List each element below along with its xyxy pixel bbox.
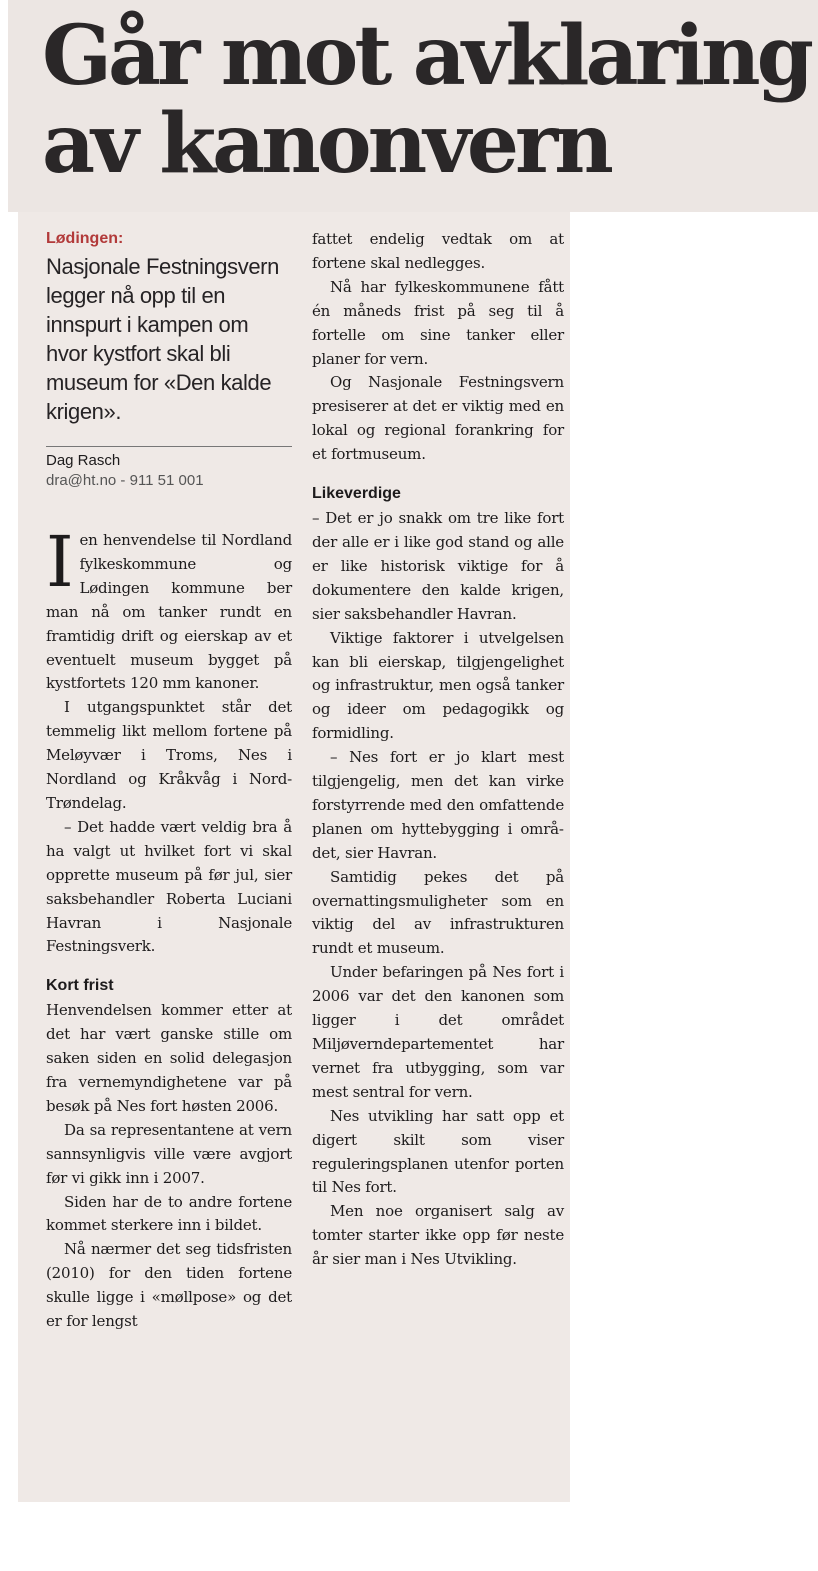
- paragraph: Men noe organisert salg av tomter starter ikke opp før neste år sier man i Nes Utvikling.: [312, 1202, 564, 1269]
- headline-line-1: Går mot avklaring: [42, 8, 810, 104]
- paragraph: I utgangspunktet står det temmelig likt mellom fortene på Meløyvær i Troms, Nes i Nordland og Kråkvåg i Nord- Trøndelag.: [46, 698, 292, 812]
- paragraph: Henvendelsen kommer etter at det har vært ganske stille om saken siden en solid delegasjon fra vernemyndighetene var på besøk på Nes fort høsten 2006.: [46, 1001, 292, 1115]
- paragraph: en henvendelse til Nordland fylkeskommune og Lødingen kommune ber man nå om tanker rundt en framtidig drift og eierskap av et eventuelt museum bygget på kystfortets 120 mm kanoner.: [46, 531, 292, 693]
- subhead-kort-frist: Kort frist: [46, 977, 114, 995]
- paragraph: Nes utvikling har satt opp et digert skilt som viser reguleringsplanen utenfor porten til Nes fort.: [312, 1106, 564, 1197]
- paragraph: – Nes fort er jo klart mest tilgjengelig, men det kan virke forstyrrende med den omfattende planen om hyttebygging i området, sier Havran.: [312, 748, 564, 862]
- subhead-likeverdige: Likeverdige: [312, 485, 401, 503]
- byline-contact: dra@ht.no - 911 51 001: [46, 472, 204, 489]
- dateline-place: Lødingen:: [46, 230, 124, 247]
- headline-line-2: av kanonvern: [42, 96, 610, 192]
- left-column: [46, 228, 292, 1334]
- ingress: Nasjonale Festningsvern legger nå opp til en innspurt i kampen om hvor kystfort skal bli museum for «Den kalde krigen».: [46, 254, 279, 424]
- right-column: [312, 228, 564, 1272]
- paragraph: fattet endelig vedtak om at fortene skal nedlegges.: [312, 230, 564, 272]
- lead-section: [46, 521, 292, 959]
- paragraph: Samtidig pekes det på overnattingsmuligheter som en viktig del av infrastrukturen rundt et museum.: [312, 867, 564, 958]
- paragraph: Siden har de to andre fortene kommet sterkere inn i bildet.: [46, 1192, 292, 1235]
- paragraph: Og Nasjonale Festningsvern presiserer at det er viktig med en lokal og regional forankring for et fortmuseum.: [312, 373, 564, 464]
- paragraph: Da sa representantene at vern sannsynligvis ville være avgjort før vi gikk inn i 2007.: [46, 1120, 292, 1187]
- continuation-section: [312, 228, 564, 467]
- byline-divider: [46, 446, 292, 447]
- byline-name: Dag Rasch: [46, 452, 121, 469]
- paragraph: Under befaringen på Nes fort i 2006 var det den kanonen som ligger i det området Miljøverndepartementet har vernet fra utbygging, som var mest sentral for vern.: [312, 963, 564, 1101]
- paragraph: Nå har fylkeskommunene fått én måneds frist på seg til å fortelle om sine tanker eller planer for vern.: [312, 277, 564, 368]
- kort-frist-section: [46, 999, 292, 1334]
- paragraph: Nå nærmer det seg tidsfristen (2010) for den tiden fortene skulle ligge i «møllpose» og det er for lengst: [46, 1240, 292, 1331]
- headline: [42, 8, 818, 192]
- drop-cap: I: [46, 521, 74, 603]
- paragraph: Viktige faktorer i utvelgelsen kan bli eierskap, tilgjengelighet og infrastruktur, men også tanker og ideer om pedagogikk og formidling.: [312, 628, 564, 743]
- likeverdige-section: [312, 507, 564, 1272]
- paragraph: – Det er jo snakk om tre like fort der alle er i like god stand og alle er like historisk viktige for å dokumentere den kalde krigen, sier saksbehandler Havran.: [312, 509, 564, 623]
- paragraph: – Det hadde vært veldig bra å ha valgt ut hvilket fort vi skal opprette museum på før jul, sier saksbehandler Roberta Luciani Havran i Nasjonale Festningsverk.: [46, 817, 292, 956]
